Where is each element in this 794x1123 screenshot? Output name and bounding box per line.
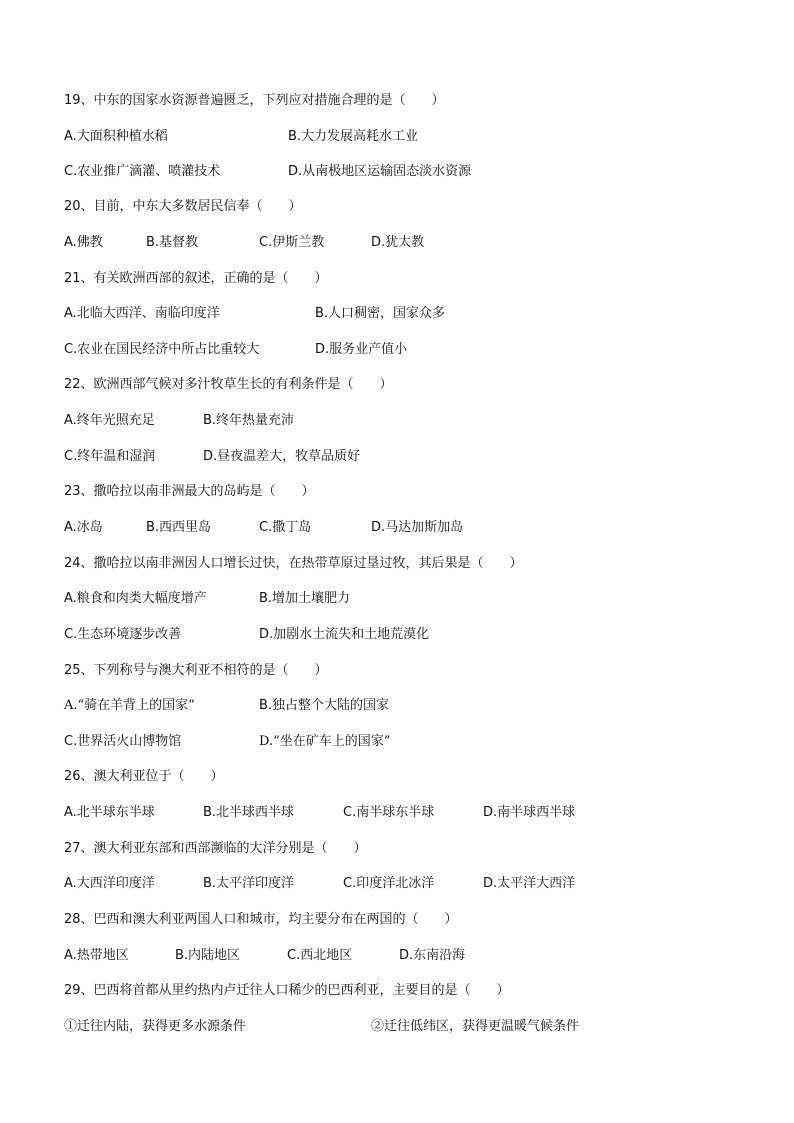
question-24-stem: 24、撒哈拉以南非洲因人口增长过快，在热带草原过垦过牧，其后果是（ ） bbox=[64, 556, 523, 571]
question-24-option-b: B.增加土壤肥力 bbox=[259, 591, 351, 606]
question-25-option-d: D.“坐在矿车上的国家” bbox=[259, 734, 391, 749]
question-20-option-c: C.伊斯兰教 bbox=[259, 235, 325, 250]
question-19-option-a: A.大面积种植水稻 bbox=[64, 129, 168, 144]
question-25-option-c: C.世界活火山博物馆 bbox=[64, 734, 182, 749]
question-19-option-b: B.大力发展高耗水工业 bbox=[288, 129, 419, 144]
question-21-option-a: A.北临大西洋、南临印度洋 bbox=[64, 306, 220, 321]
question-21-option-d: D.服务业产值小 bbox=[315, 342, 408, 357]
question-21-option-b: B.人口稠密，国家众多 bbox=[315, 306, 446, 321]
question-26-stem: 26、澳大利亚位于（ ） bbox=[64, 769, 224, 784]
question-22-option-b: B.终年热量充沛 bbox=[203, 413, 295, 428]
question-23-stem: 23、撒哈拉以南非洲最大的岛屿是（ ） bbox=[64, 484, 315, 499]
question-27-option-d: D.太平洋大西洋 bbox=[483, 876, 576, 891]
question-29-option-1: ①迁往内陆，获得更多水源条件 bbox=[64, 1019, 247, 1034]
question-27-stem: 27、澳大利亚东部和西部濒临的大洋分别是（ ） bbox=[64, 841, 367, 856]
question-20-option-d: D.犹太教 bbox=[371, 235, 425, 250]
question-28-option-d: D.东南沿海 bbox=[399, 948, 466, 963]
question-26-option-a: A.北半球东半球 bbox=[64, 805, 155, 820]
question-25-option-b: B.独占整个大陆的国家 bbox=[259, 698, 390, 713]
question-22-option-c: C.终年温和湿润 bbox=[64, 449, 156, 464]
question-21-option-c: C.农业在国民经济中所占比重较大 bbox=[64, 342, 260, 357]
question-28-option-b: B.内陆地区 bbox=[175, 948, 241, 963]
question-25-option-a: A.“骑在羊背上的国家” bbox=[64, 698, 195, 713]
question-19-option-c: C.农业推广滴灌、喷灌技术 bbox=[64, 164, 221, 179]
question-23-option-b: B.西西里岛 bbox=[146, 520, 212, 535]
question-27-option-c: C.印度洋北冰洋 bbox=[343, 876, 435, 891]
question-27-option-a: A.大西洋印度洋 bbox=[64, 876, 155, 891]
question-23-option-c: C.撒丁岛 bbox=[259, 520, 312, 535]
question-27-option-b: B.太平洋印度洋 bbox=[203, 876, 295, 891]
question-28-stem: 28、巴西和澳大利亚两国人口和城市，均主要分布在两国的（ ） bbox=[64, 912, 458, 927]
question-22-option-d: D.昼夜温差大，牧草品质好 bbox=[203, 449, 361, 464]
question-23-option-d: D.马达加斯加岛 bbox=[371, 520, 464, 535]
question-19-stem: 19、中东的国家水资源普遍匮乏，下列应对措施合理的是（ ） bbox=[64, 93, 445, 108]
question-24-option-c: C.生态环境逐步改善 bbox=[64, 627, 182, 642]
question-23-option-a: A.冰岛 bbox=[64, 520, 103, 535]
question-28-option-c: C.西北地区 bbox=[287, 948, 353, 963]
question-20-option-a: A.佛教 bbox=[64, 235, 103, 250]
question-26-option-d: D.南半球西半球 bbox=[483, 805, 576, 820]
question-19-option-d: D.从南极地区运输固态淡水资源 bbox=[288, 164, 472, 179]
question-29-option-2: ②迁往低纬区，获得更温暖气候条件 bbox=[371, 1019, 580, 1034]
question-26-option-c: C.南半球东半球 bbox=[343, 805, 435, 820]
question-22-stem: 22、欧洲西部气候对多汁牧草生长的有利条件是（ ） bbox=[64, 377, 393, 392]
question-29-stem: 29、巴西将首都从里约热内卢迁往人口稀少的巴西利亚，主要目的是（ ） bbox=[64, 983, 510, 998]
question-28-option-a: A.热带地区 bbox=[64, 948, 129, 963]
question-20-stem: 20、目前，中东大多数居民信奉（ ） bbox=[64, 199, 302, 214]
question-24-option-a: A.粮食和肉类大幅度增产 bbox=[64, 591, 207, 606]
question-25-stem: 25、下列称号与澳大利亚不相符的是（ ） bbox=[64, 663, 328, 678]
question-20-option-b: B.基督教 bbox=[146, 235, 199, 250]
question-24-option-d: D.加剧水土流失和土地荒漠化 bbox=[259, 627, 430, 642]
question-21-stem: 21、有关欧洲西部的叙述，正确的是（ ） bbox=[64, 271, 328, 286]
question-22-option-a: A.终年光照充足 bbox=[64, 413, 155, 428]
question-26-option-b: B.北半球西半球 bbox=[203, 805, 295, 820]
